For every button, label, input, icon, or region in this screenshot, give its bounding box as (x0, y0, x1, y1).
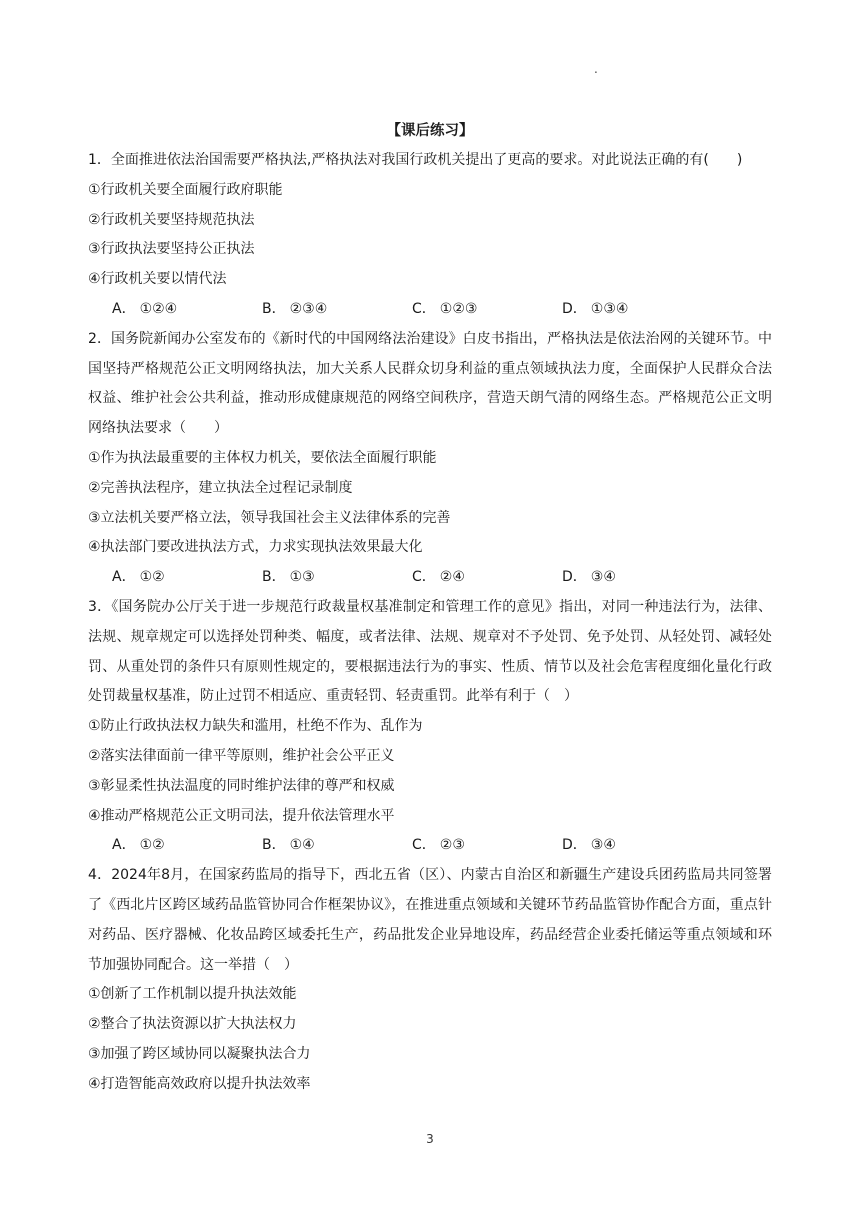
question-2 (88, 325, 772, 593)
option-letter: C． (412, 837, 436, 854)
option-d[interactable] (562, 295, 712, 325)
statement-item: ③加强了跨区域协同以凝聚执法合力 (88, 1045, 311, 1062)
option-c[interactable] (412, 563, 562, 593)
statement-item: ②完善执法程序，建立执法全过程记录制度 (88, 479, 353, 496)
statement-item: ①作为执法最重要的主体权力机关，要依法全面履行职能 (88, 449, 437, 466)
statement-item: ④打造智能高效政府以提升执法效率 (88, 1075, 311, 1092)
statement-item: ③彰显柔性执法温度的同时维护法律的尊严和权威 (88, 777, 395, 794)
option-value: ①③ (289, 569, 315, 586)
section-title: 【课后练习】 (386, 123, 474, 139)
option-value: ①② (139, 569, 165, 586)
statement-item: ①防止行政执法权力缺失和滥用，杜绝不作为、乱作为 (88, 718, 423, 735)
page-number: 3 (426, 1132, 434, 1146)
question-stem: 3．《国务院办公厅关于进一步规范行政裁量权基准制定和管理工作的意见》指出，对同一种违法行为，法律、法规、规章规定可以选择处罚种类、幅度，或者法律、法规、规章对不予处罚、免予处罚、从轻处罚、减轻处罚、从重处罚的条件只有原则性规定的，要根据违法行为的事实、性质、情节以及社会危害程度细化量化行政处罚裁量权基准，防止过罚不相适应、重责轻罚、轻责重罚。此举有利于（ ） (88, 598, 772, 705)
option-value: ①② (139, 837, 165, 854)
option-letter: B． (262, 300, 286, 317)
question-stem: 1．全面推进依法治国需要严格执法,严格执法对我国行政机关提出了更高的要求。对此说法正确的有( ) (88, 152, 743, 168)
option-d[interactable] (562, 831, 712, 861)
question-stem: 2．国务院新闻办公室发布的《新时代的中国网络法治建设》白皮书指出，严格执法是依法治网的关键环节。中国坚持严格规范公正文明网络执法，加大关系人民群众切身利益的重点领域执法力度，全面保护人民群众合法权益、维护社会公共利益，推动形成健康规范的网络空间秩序，营造天朗气清的网络生态。严格规范公正文明网络执法要求（ ） (88, 330, 772, 437)
option-letter: B． (262, 837, 286, 854)
statement-item: ②整合了执法资源以扩大执法权力 (88, 1016, 297, 1033)
statement-item: ①行政机关要全面履行政府职能 (88, 181, 283, 198)
option-a[interactable] (112, 295, 262, 325)
option-c[interactable] (412, 295, 562, 325)
answer-options (88, 295, 772, 325)
question-stem: 4．2024年8月，在国家药监局的指导下，西北五省（区）、内蒙古自治区和新疆生产建设兵团药监局共同签署了《西北片区跨区域药品监管协同合作框架协议》，在推进重点领域和关键环节药品监管协作配合方面，重点针对药品、医疗器械、化妆品跨区域委托生产，药品批发企业异地设库，药品经营企业委托储运等重点领域和环节加强协同配合。这一举措（ ） (88, 867, 772, 973)
option-b[interactable] (262, 295, 412, 325)
option-b[interactable] (262, 831, 412, 861)
statement-item: ③立法机关要严格立法，领导我国社会主义法律体系的完善 (88, 509, 451, 526)
option-letter: C． (412, 569, 436, 586)
question-3 (88, 593, 772, 861)
option-value: ①③④ (590, 300, 629, 317)
option-c[interactable] (412, 831, 562, 861)
option-letter: D． (562, 837, 587, 854)
option-value: ①②④ (139, 300, 178, 317)
option-b[interactable] (262, 563, 412, 593)
statement-item: ④执法部门要改进执法方式，力求实现执法效果最大化 (88, 539, 423, 556)
option-letter: D． (562, 569, 587, 586)
question-1 (88, 146, 772, 325)
option-value: ①④ (289, 837, 315, 854)
statement-item: ②行政机关要坚持规范执法 (88, 211, 255, 228)
document-page (88, 120, 772, 1100)
option-letter: A． (112, 569, 136, 586)
option-value: ①②③ (439, 300, 478, 317)
header-mark: . (594, 62, 598, 76)
option-letter: D． (562, 300, 587, 317)
option-letter: A． (112, 837, 136, 854)
statement-item: ③行政执法要坚持公正执法 (88, 241, 255, 258)
option-value: ②④ (439, 569, 465, 586)
option-value: ②③④ (289, 300, 328, 317)
option-d[interactable] (562, 563, 712, 593)
statement-item: ①创新了工作机制以提升执法效能 (88, 986, 297, 1003)
option-value: ③④ (590, 837, 616, 854)
option-a[interactable] (112, 563, 262, 593)
answer-options (88, 563, 772, 593)
answer-options (88, 831, 772, 861)
statement-item: ④行政机关要以情代法 (88, 271, 227, 288)
option-a[interactable] (112, 831, 262, 861)
question-4 (88, 861, 772, 1099)
statement-item: ②落实法律面前一律平等原则，维护社会公平正义 (88, 747, 395, 764)
statement-item: ④推动严格规范公正文明司法，提升依法管理水平 (88, 807, 395, 824)
option-letter: B． (262, 569, 286, 586)
option-value: ③④ (590, 569, 616, 586)
option-letter: A． (112, 300, 136, 317)
option-letter: C． (412, 300, 436, 317)
option-value: ②③ (439, 837, 465, 854)
